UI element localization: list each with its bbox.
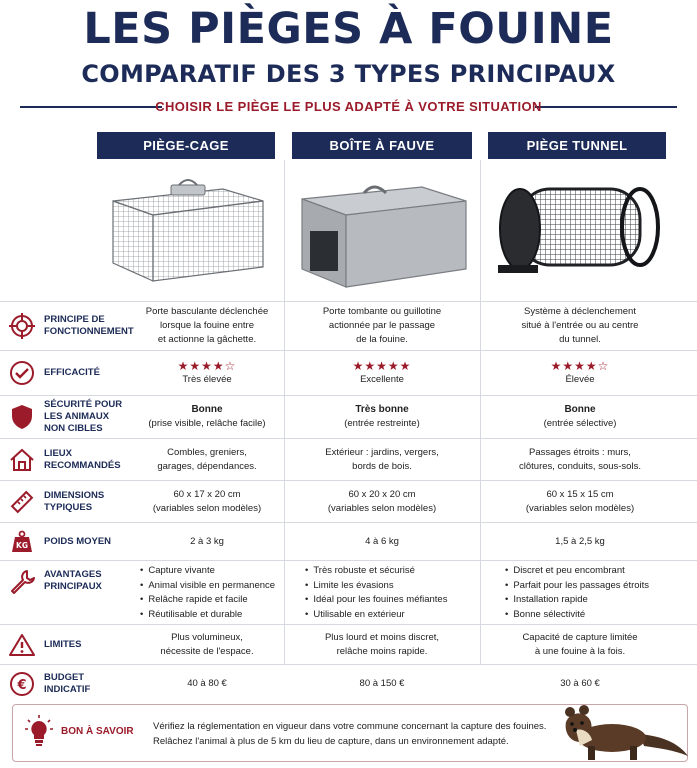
row-label-text: SÉCURITÉ POUR LES ANIMAUX NON CIBLES <box>44 399 123 434</box>
cell-avantages-tunnel <box>505 563 677 623</box>
column-separator <box>480 160 481 664</box>
column-separator <box>284 160 285 664</box>
cell-securite-cage: Bonne (prise visible, relâche facile) <box>148 404 266 429</box>
svg-text:€: € <box>17 678 27 693</box>
tagline: CHOISIR LE PIÈGE LE PLUS ADAPTÉ À VOTRE SITUATION <box>155 99 542 114</box>
cell-limites-cage: Plus volumineux, nécessite de l'espace. <box>160 631 254 657</box>
weight-kg-icon <box>8 528 36 556</box>
list-item: • Réutilisable et durable <box>140 608 242 623</box>
box-trap-image <box>290 165 475 295</box>
cell-principe-cage: Porte basculante déclenchée lorsque la fouine entre et actionne la gâchette. <box>145 306 269 345</box>
list-item: • Limite les évasions <box>305 579 394 594</box>
row-label-efficacite <box>0 351 130 395</box>
column-header-piege-tunnel: PIÈGE TUNNEL <box>488 132 666 159</box>
list-item: • Très robuste et sécurisé <box>305 564 415 579</box>
cell-limites-boite: Plus lourd et moins discret, relâche moins rapide. <box>324 631 440 657</box>
tip-label: BON À SAVOIR <box>61 726 134 737</box>
svg-text:KG: KG <box>16 540 28 550</box>
row-label-text: DIMENSIONS TYPIQUES <box>44 489 105 513</box>
cell-budget-tunnel: 30 à 60 € <box>560 678 600 689</box>
cell-lieux-cage: Combles, greniers, garages, dépendances. <box>157 446 257 472</box>
column-header-boite-a-fauve: BOÎTE À FAUVE <box>292 132 472 159</box>
row-label-text: PRINCIPE DE FONCTIONNEMENT <box>44 314 134 337</box>
warning-icon <box>8 631 36 659</box>
wrench-icon <box>8 567 36 595</box>
cell-dimensions-tunnel: 60 x 15 x 15 cm (variables selon modèles) <box>525 488 635 514</box>
cell-dimensions-boite: 60 x 20 x 20 cm (variables selon modèles) <box>327 488 437 514</box>
row-label-text: LIEUX RECOMMANDÉS <box>44 447 121 471</box>
list-item: • Discret et peu encombrant <box>505 564 625 579</box>
cell-poids-cage: 2 à 3 kg <box>190 535 224 547</box>
list-item: • Idéal pour les fouines méfiantes <box>305 593 447 608</box>
row-label-limites <box>0 625 130 664</box>
row-label-text: LIMITES <box>44 638 82 650</box>
shield-icon <box>8 403 36 431</box>
cell-efficacite-tunnel: ★★★★☆ Élevée <box>550 359 610 385</box>
cell-securite-boite: Très bonne (entrée restreinte) <box>344 404 420 429</box>
row-label-text: BUDGET INDICATIF <box>44 672 91 695</box>
house-icon <box>8 446 36 474</box>
list-item: • Bonne sélectivité <box>505 608 585 623</box>
cell-efficacite-boite: ★★★★★ Excellente <box>352 359 412 385</box>
euro-icon <box>8 670 36 698</box>
page-subtitle: COMPARATIF DES 3 TYPES PRINCIPAUX <box>81 60 616 88</box>
check-circle-icon <box>8 359 36 387</box>
row-label-securite <box>0 396 130 438</box>
row-label-budget <box>0 665 130 703</box>
cell-principe-boite: Porte tombante ou guillotine actionnée par le passage de la fouine. <box>322 306 442 345</box>
ruler-icon <box>8 488 36 516</box>
cell-budget-boite: 80 à 150 € <box>359 678 405 689</box>
cell-efficacite-cage: ★★★★☆ Très élevée <box>177 359 237 385</box>
row-label-poids <box>0 523 130 560</box>
cell-poids-tunnel: 1,5 à 2,5 kg <box>555 535 605 547</box>
list-item: • Utilisable en extérieur <box>305 608 405 623</box>
tunnel-trap-image <box>488 165 670 295</box>
cell-dimensions-cage: 60 x 17 x 20 cm (variables selon modèles) <box>152 488 262 514</box>
cage-trap-image <box>100 165 275 295</box>
rating-stars: ★★★★☆ <box>177 359 237 373</box>
rating-stars: ★★★★☆ <box>550 359 610 373</box>
row-label-lieux <box>0 439 130 480</box>
row-label-avantages <box>0 561 130 601</box>
target-icon <box>8 312 36 340</box>
cell-principe-tunnel: Système à déclenchement situé à l'entrée ou au centre du tunnel. <box>521 306 639 345</box>
list-item: • Animal visible en permanence <box>140 579 275 594</box>
cell-poids-boite: 4 à 6 kg <box>365 535 399 547</box>
lightbulb-icon <box>25 715 53 749</box>
row-label-text: EFFICACITÉ <box>44 367 100 378</box>
row-label-text: POIDS MOYEN <box>44 535 112 547</box>
cell-budget-cage: 40 à 80 € <box>187 678 227 689</box>
cell-avantages-cage <box>140 563 282 623</box>
column-header-piege-cage: PIÈGE-CAGE <box>97 132 275 159</box>
row-label-text: AVANTAGES PRINCIPAUX <box>44 569 102 592</box>
cell-lieux-boite: Extérieur : jardins, vergers, bords de bois. <box>325 446 439 472</box>
page-title: LES PIÈGES À FOUINE <box>83 4 614 54</box>
row-label-principe <box>0 302 134 350</box>
cell-securite-tunnel: Bonne (entrée sélective) <box>543 404 617 429</box>
cell-lieux-tunnel: Passages étroits : murs, clôtures, conduits, sous-sols. <box>519 446 641 472</box>
list-item: • Relâche rapide et facile <box>140 593 248 608</box>
list-item: • Parfait pour les passages étroits <box>505 579 649 594</box>
rating-stars: ★★★★★ <box>352 359 412 373</box>
list-item: • Capture vivante <box>140 564 215 579</box>
row-label-dimensions <box>0 481 130 522</box>
tip-text: Vérifiez la réglementation en vigueur dans votre commune concernant la capture des fouines. Relâchez l'animal à plus de 5 km du lieu de capture, dans un environnement adapté. <box>153 721 547 747</box>
cell-avantages-boite <box>305 563 477 623</box>
marten-illustration <box>540 690 690 764</box>
cell-limites-tunnel: Capacité de capture limitée à une fouine à la fois. <box>522 631 638 657</box>
list-item: • Installation rapide <box>505 593 588 608</box>
